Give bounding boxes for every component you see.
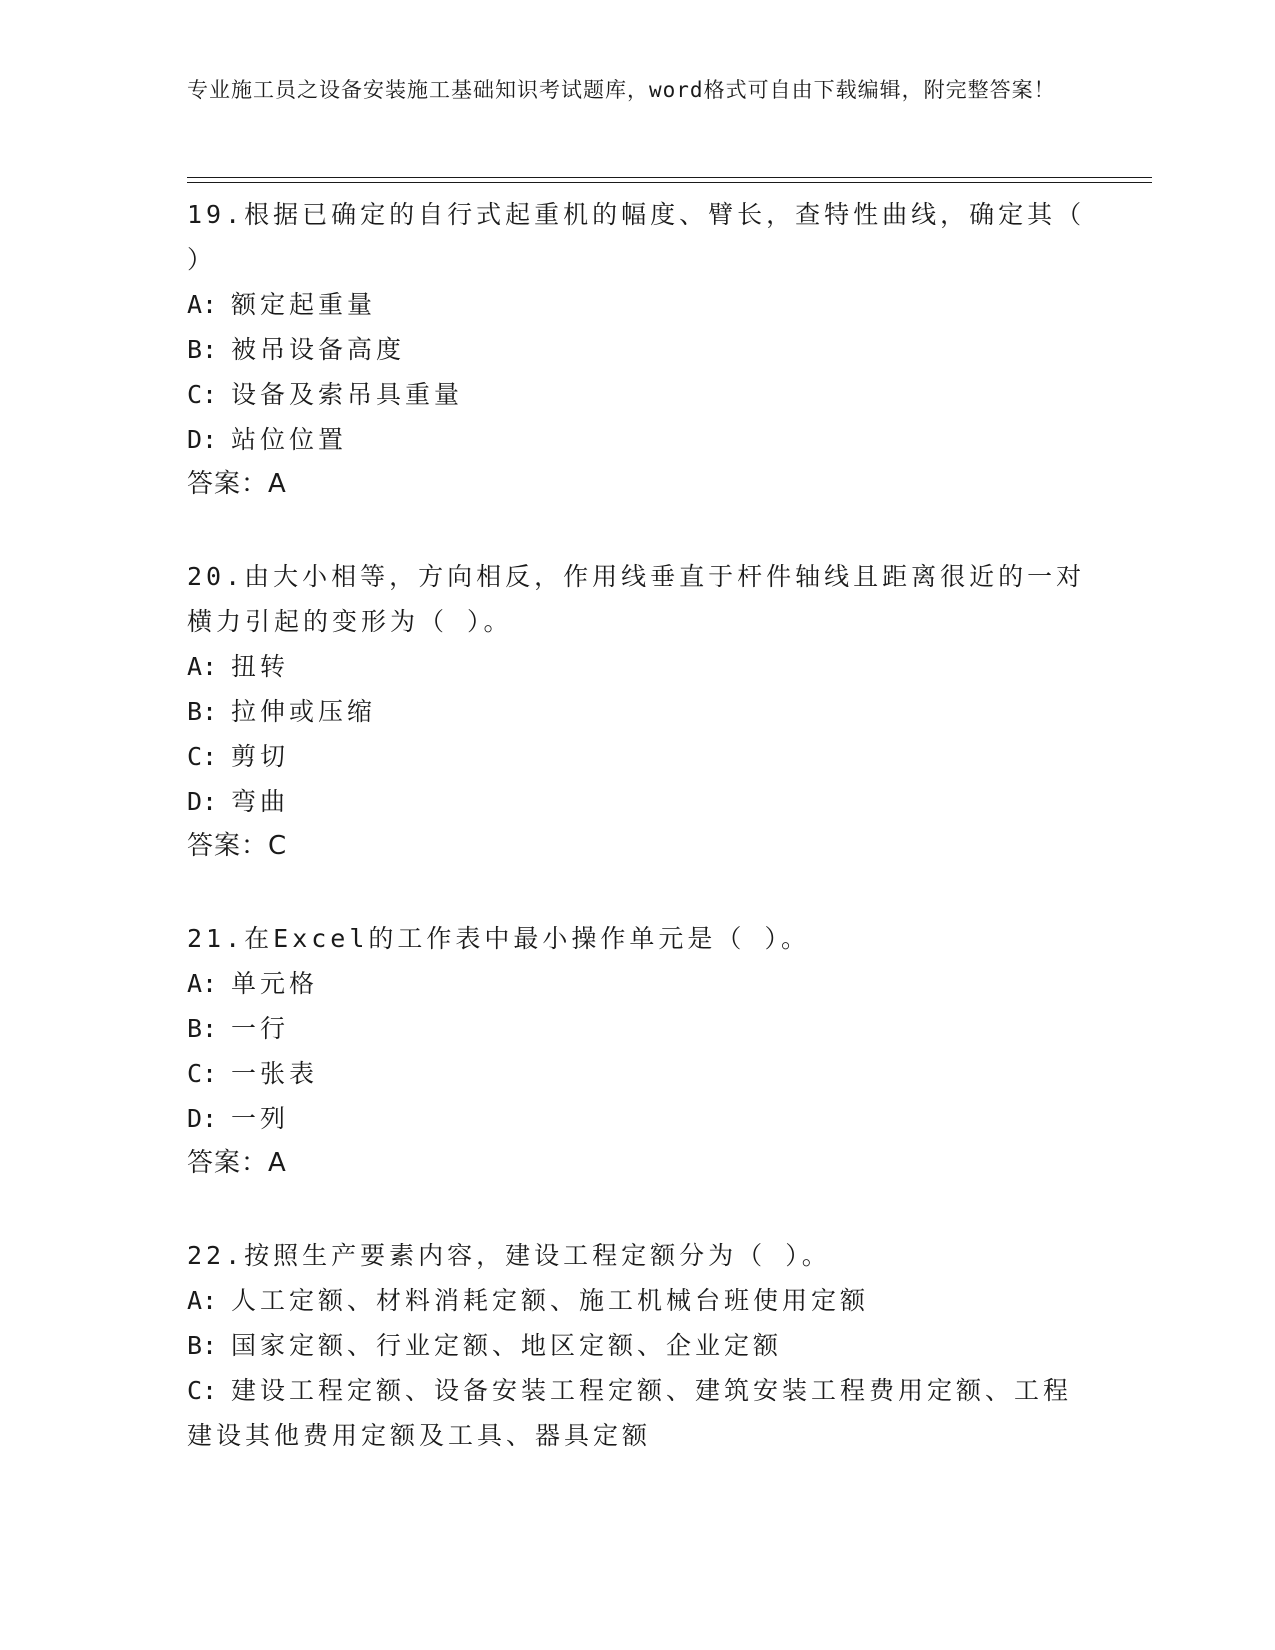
option-letter: C: <box>187 742 218 771</box>
option-text: 单元格 <box>231 969 319 998</box>
option-letter: A: <box>187 969 218 998</box>
option-text: 国家定额、行业定额、地区定额、企业定额 <box>231 1331 783 1360</box>
answer-label: 答案：A <box>187 469 287 499</box>
option-b <box>187 1323 1087 1368</box>
option-letter: C: <box>187 1059 218 1088</box>
option-letter: A: <box>187 290 218 319</box>
option-letter: D: <box>187 1104 218 1133</box>
option-d <box>187 1096 1087 1141</box>
question-21 <box>187 916 1087 1186</box>
option-b <box>187 327 1087 372</box>
question-stem: 21.在Excel的工作表中最小操作单元是（ ）。 <box>187 924 810 953</box>
question-spacer <box>187 869 1087 916</box>
option-letter: A: <box>187 1286 218 1315</box>
option-letter: B: <box>187 335 218 364</box>
option-c <box>187 1368 1087 1458</box>
option-letter: C: <box>187 380 218 409</box>
option-b <box>187 1006 1087 1051</box>
option-d <box>187 779 1087 824</box>
question-22 <box>187 1233 1087 1458</box>
option-c <box>187 1051 1087 1096</box>
option-text: 一行 <box>231 1014 290 1043</box>
document-header: 专业施工员之设备安装施工基础知识考试题库，word格式可自由下载编辑，附完整答案！ <box>187 78 1056 102</box>
question-list <box>187 192 1087 1458</box>
option-letter: C: <box>187 1376 218 1405</box>
header-divider-top <box>187 177 1152 178</box>
question-stem: 19.根据已确定的自行式起重机的幅度、臂长，查特性曲线，确定其（ ） <box>187 200 1086 274</box>
answer-label: 答案：C <box>187 831 288 861</box>
question-stem: 22.按照生产要素内容，建设工程定额分为（ ）。 <box>187 1241 831 1270</box>
option-text: 拉伸或压缩 <box>231 697 377 726</box>
option-letter: D: <box>187 425 218 454</box>
option-text: 扭转 <box>231 652 290 681</box>
option-text: 站位位置 <box>231 425 348 454</box>
option-letter: B: <box>187 1014 218 1043</box>
option-text: 额定起重量 <box>231 290 377 319</box>
option-a <box>187 961 1087 1006</box>
option-letter: A: <box>187 652 218 681</box>
option-text: 剪切 <box>231 742 290 771</box>
question-19 <box>187 192 1087 507</box>
option-text: 建设工程定额、设备安装工程定额、建筑安装工程费用定额、工程建设其他费用定额及工具、器具定额 <box>187 1376 1073 1450</box>
option-a <box>187 644 1087 689</box>
option-a <box>187 282 1087 327</box>
question-spacer <box>187 507 1087 554</box>
option-letter: B: <box>187 697 218 726</box>
option-text: 人工定额、材料消耗定额、施工机械台班使用定额 <box>231 1286 870 1315</box>
option-a <box>187 1278 1087 1323</box>
option-text: 设备及索吊具重量 <box>231 380 464 409</box>
option-text: 一列 <box>231 1104 290 1133</box>
option-letter: D: <box>187 787 218 816</box>
option-b <box>187 689 1087 734</box>
option-letter: B: <box>187 1331 218 1360</box>
option-c <box>187 734 1087 779</box>
question-stem: 20.由大小相等，方向相反，作用线垂直于杆件轴线且距离很近的一对横力引起的变形为（ ）。 <box>187 562 1086 636</box>
option-text: 弯曲 <box>231 787 290 816</box>
option-text: 被吊设备高度 <box>231 335 406 364</box>
option-d <box>187 417 1087 462</box>
option-c <box>187 372 1087 417</box>
header-divider-bottom <box>187 182 1152 183</box>
option-text: 一张表 <box>231 1059 319 1088</box>
question-spacer <box>187 1186 1087 1233</box>
question-20 <box>187 554 1087 869</box>
answer-label: 答案：A <box>187 1148 287 1178</box>
